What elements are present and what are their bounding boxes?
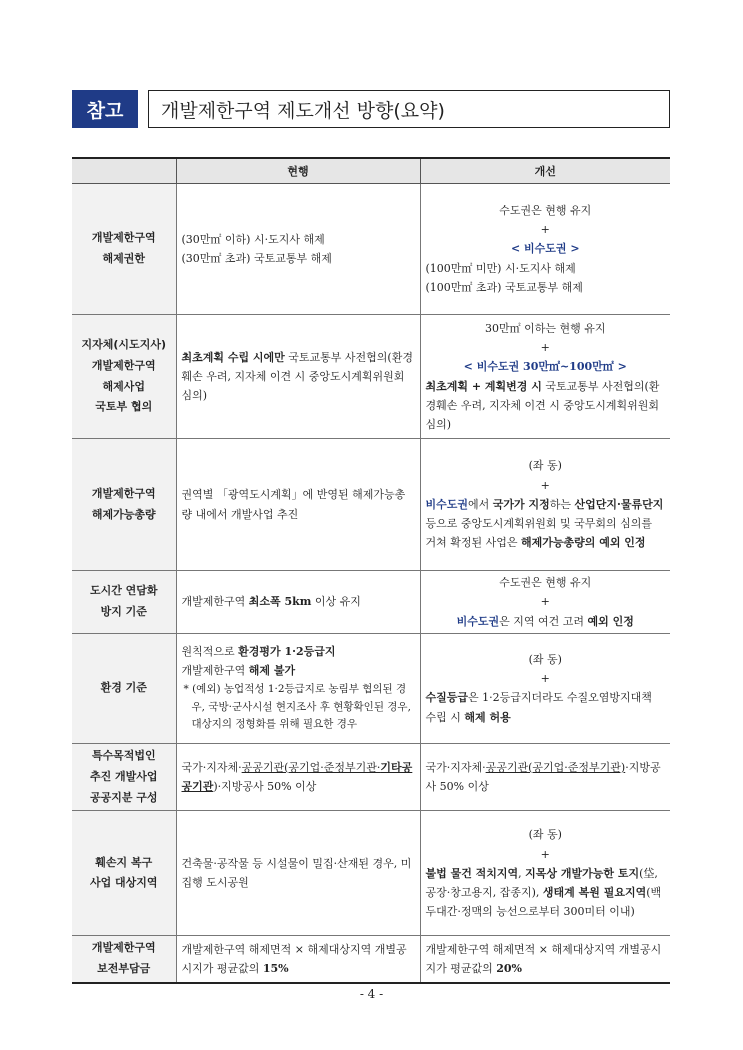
header-category	[72, 158, 176, 184]
improvement-cell: (좌 동) + 불법 물건 적치지역, 지목상 개발가능한 토지(垈,공장·창고용지, 잡종지), 생태계 복원 필요지역(백두대간·정맥의 능선으로부터 300미터 이내)	[420, 811, 670, 936]
current-cell: 개발제한구역 해제면적 × 해제대상지역 개별공시지가 평균값의 15%	[176, 936, 420, 983]
improvement-cell: 수도권은 현행 유지 + < 비수도권 > (100만㎡ 미만) 시·도지사 해제 (100만㎡ 초과) 국토교통부 해제	[420, 184, 670, 315]
page-header	[72, 90, 670, 128]
current-cell: 권역별 「광역도시계획」에 반영된 해제가능총량 내에서 개발사업 추진	[176, 439, 420, 571]
improvement-cell: 개발제한구역 해제면적 × 해제대상지역 개별공시지가 평균값의 20%	[420, 936, 670, 983]
header-current: 현행	[176, 158, 420, 184]
comparison-table	[72, 157, 670, 984]
table-row	[72, 811, 670, 936]
page-title: 개발제한구역 제도개선 방향(요약)	[148, 90, 670, 128]
table-row	[72, 743, 670, 811]
current-cell: 건축물·공작물 등 시설물이 밀집·산재된 경우, 미집행 도시공원	[176, 811, 420, 936]
improvement-cell: 30만㎡ 이하는 현행 유지 + < 비수도권 30만㎡~100만㎡ > 최초계획 + 계획변경 시 국토교통부 사전협의(환경훼손 우려, 지자체 이견 시 중앙도시계획위원회 심의)	[420, 315, 670, 439]
improvement-cell: 국가·지자체·공공기관(공기업·준정부기관)·지방공사 50% 이상	[420, 743, 670, 811]
row-category: 개발제한구역 해제권한	[72, 184, 176, 315]
table-row	[72, 439, 670, 571]
current-cell: 원칙적으로 환경평가 1·2등급지 개발제한구역 해제 불가 * (예외) 농업적성 1·2등급지로 농림부 협의된 경우, 국방·군사시설 현지조사 후 현황확인된 경우, 대상지의 정형화를 위해 필요한 경우	[176, 633, 420, 743]
current-cell: 개발제한구역 최소폭 5km 이상 유지	[176, 571, 420, 634]
table-row	[72, 633, 670, 743]
header-improvement: 개선	[420, 158, 670, 184]
row-category: 지자체(시도지사) 개발제한구역 해제사업 국토부 협의	[72, 315, 176, 439]
improvement-cell: (좌 동) + 수질등급은 1·2등급지더라도 수질오염방지대책 수립 시 해제 허용	[420, 633, 670, 743]
row-category: 환경 기준	[72, 633, 176, 743]
improvement-cell: 수도권은 현행 유지 + 비수도권은 지역 여건 고려 예외 인정	[420, 571, 670, 634]
row-category: 도시간 연담화 방지 기준	[72, 571, 176, 634]
row-category: 훼손지 복구 사업 대상지역	[72, 811, 176, 936]
page-number: - 4 -	[359, 987, 384, 1001]
row-category: 개발제한구역 해제가능총량	[72, 439, 176, 571]
table-header-row	[72, 158, 670, 184]
improvement-cell: (좌 동) + 비수도권에서 국가가 지정하는 산업단지·물류단지 등으로 중앙도시계획위원회 및 국무회의 심의를 거쳐 확정된 사업은 해제가능총량의 예외 인정	[420, 439, 670, 571]
current-cell: 최초계획 수립 시에만 국토교통부 사전협의(환경훼손 우려, 지자체 이견 시 중앙도시계획위원회 심의)	[176, 315, 420, 439]
table-row	[72, 315, 670, 439]
row-category: 특수목적법인 추진 개발사업 공공지분 구성	[72, 743, 176, 811]
reference-tag: 참고	[72, 90, 138, 128]
current-cell: (30만㎡ 이하) 시·도지사 해제 (30만㎡ 초과) 국토교통부 해제	[176, 184, 420, 315]
current-cell: 국가·지자체·공공기관(공기업·준정부기관·기타공공기관)·지방공사 50% 이상	[176, 743, 420, 811]
row-category: 개발제한구역 보전부담금	[72, 936, 176, 983]
table-row	[72, 184, 670, 315]
table-row	[72, 571, 670, 634]
table-row	[72, 936, 670, 983]
